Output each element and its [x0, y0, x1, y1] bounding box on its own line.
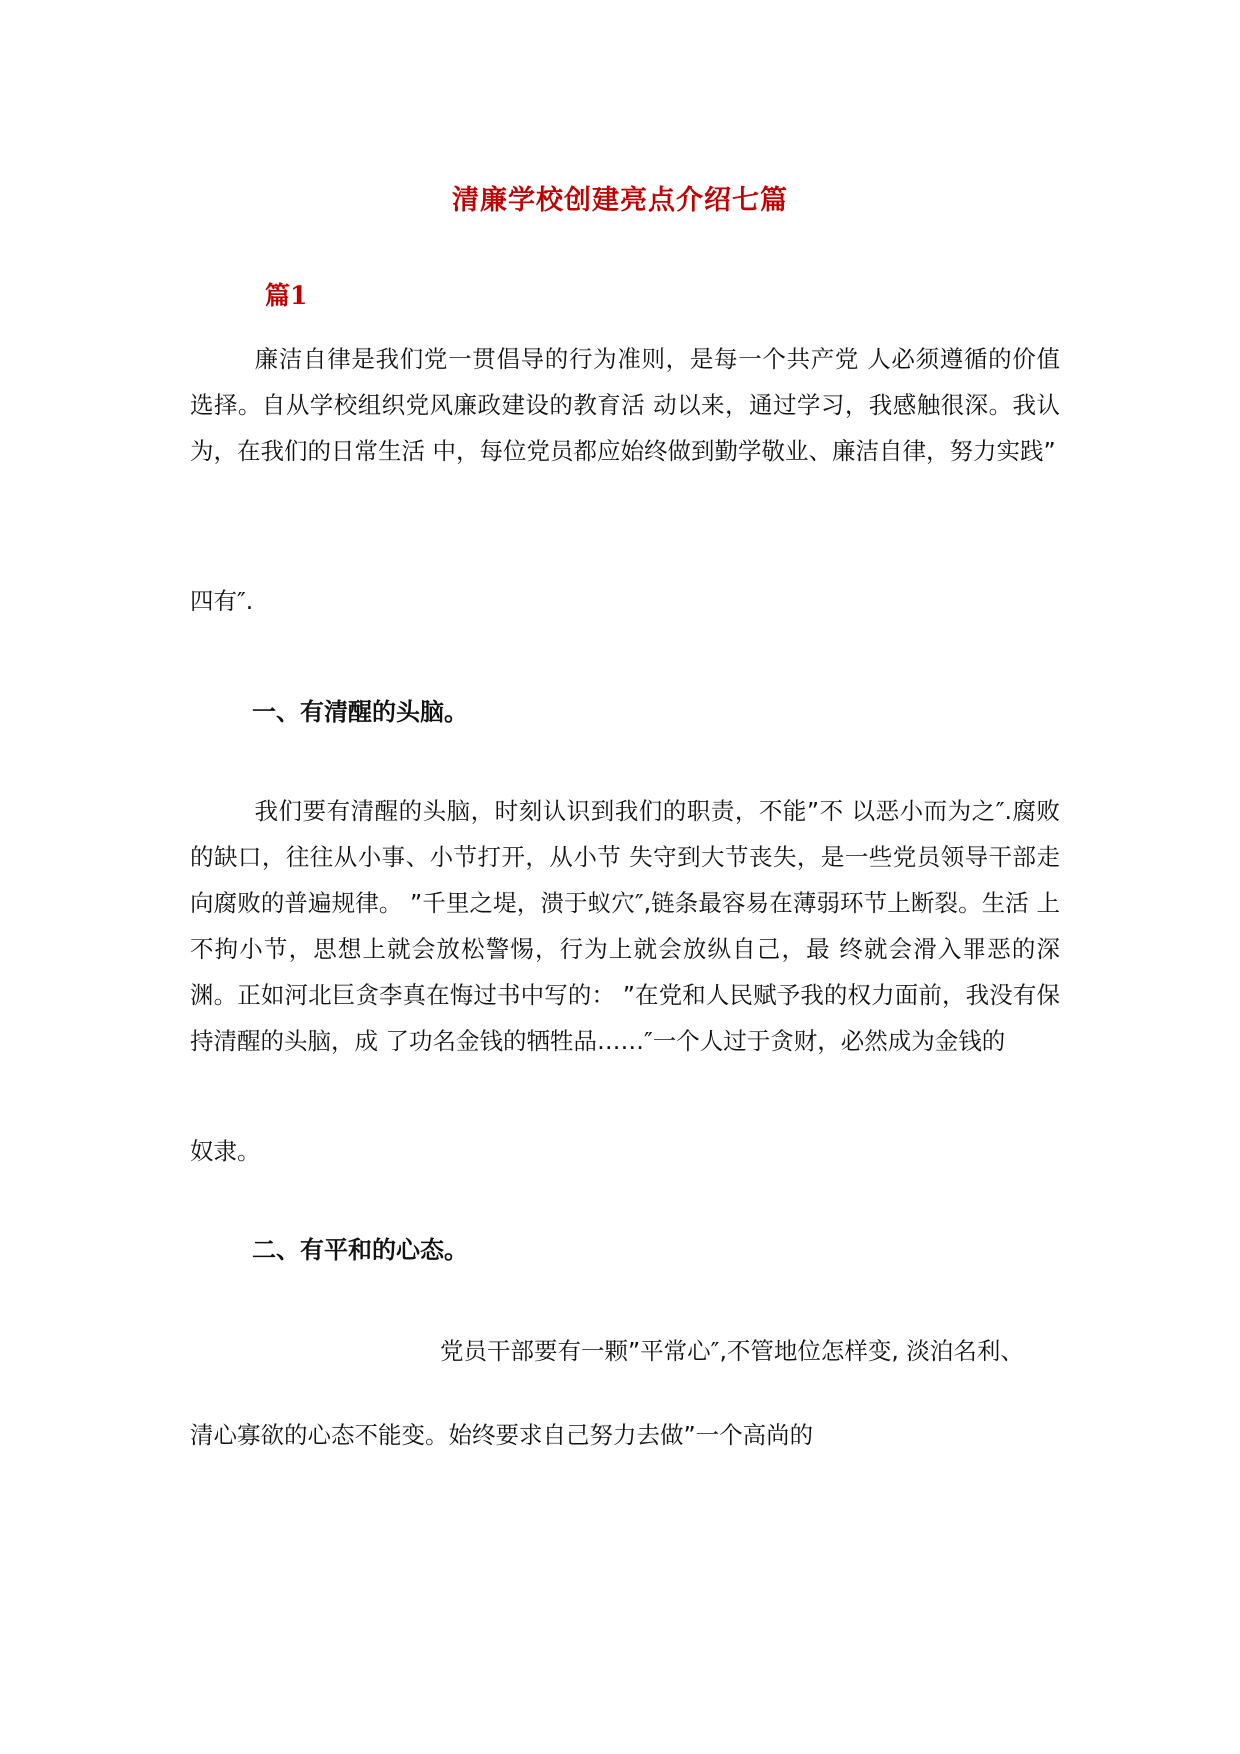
paragraph-2-text: 我们要有清醒的头脑，时刻认识到我们的职责，不能”不 以恶小而为之″.腐败的缺口，往往从小事、小节打开，从小节 失守到大节丧失，是一些党员领导干部走向腐败的普遍规律。 ”千里之堤，溃于蚁穴″,链条最容易在薄弱环节上断裂。生活 上不拘小节，思想上就会放松警惕，行为上就会放纵自己，最 终就会滑入罪恶的深渊。正如河北巨贪李真在悔过书中写的： ”在党和人民赋予我的权力面前，我没有保持清醒的头脑，成 了功名金钱的牺牲品……″一个人过于贪财，必然成为金钱的	[190, 797, 1060, 1055]
paragraph-2	[190, 788, 1060, 1064]
paragraph-2-tail: 奴隶。	[190, 1137, 261, 1165]
paragraph-3-line-2: 清心寡欲的心态不能变。始终要求自己努力去做”一个高尚的	[190, 1421, 814, 1449]
paragraph-1-text: 廉洁自律是我们党一贯倡导的行为准则，是每一个共产党 人必须遵循的价值选择。自从学校组织党风廉政建设的教育活 动以来，通过学习，我感触很深。我认为，在我们的日常生活 中，每位党员都应始终做到勤学敬业、廉洁自律，努力实践”	[190, 345, 1060, 465]
section-label: 篇1	[265, 281, 308, 310]
document-title: 清廉学校创建亮点介绍七篇	[452, 185, 788, 216]
paragraph-3-line-1: 党员干部要有一颗”平常心″,不管地位怎样变, 淡泊名利、	[440, 1337, 1024, 1365]
paragraph-1	[190, 336, 1060, 474]
heading-2: 二、有平和的心态。	[252, 1236, 468, 1264]
paragraph-1-tail: 四有″.	[190, 587, 254, 615]
heading-1: 一、有清醒的头脑。	[252, 698, 468, 726]
